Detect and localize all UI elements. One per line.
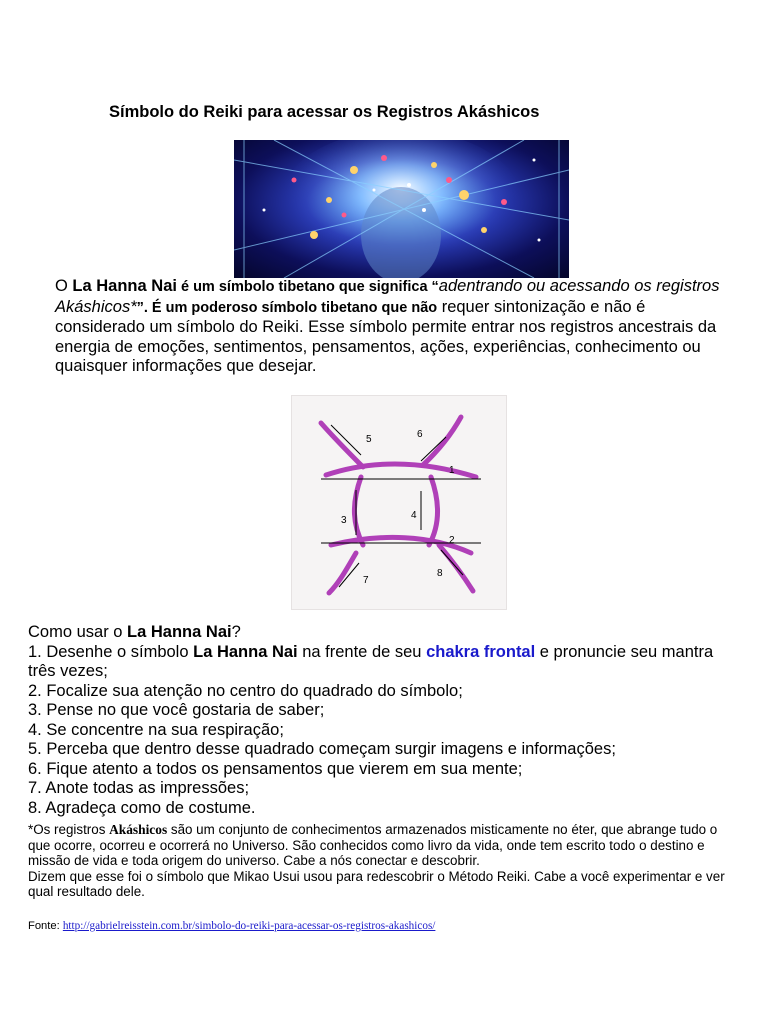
how-to-section [28,623,738,818]
step-6: 6. Fique atento a todos os pensamentos que vierem em sua mente; [28,759,523,778]
symbol-number-6: 6 [417,429,423,440]
symbol-stroke-4 [429,477,438,545]
note-text: são um conjunto de conhecimentos armazenados misticamente no éter, que abrange tudo o que ocorre, ocorreu e ocorrerá no Universo. São conhecidos como livro da vida, onde tem escrito todo o destino e missão de vida e toda origem do universo. Cabe a nós conectar e descobrir. [28,822,718,869]
step-text: na frente de seu [297,642,427,661]
source-link[interactable]: http://gabrielreisstein.com.br/simbolo-do-reiki-para-acessar-os-registros-akashicos/ [62,920,436,932]
source-label: Fonte: [28,920,63,932]
symbol-drawing [291,395,507,610]
step-8: 8. Agradeça como de costume. [28,798,256,817]
step-7: 7. Anote todas as impressões; [28,779,250,797]
brain-cosmos-image [234,140,569,278]
symbol-name: La Hanna Nai [72,277,177,295]
symbol-number-5: 5 [366,434,372,445]
symbol-stroke-5 [321,423,363,467]
note-text: *Os registros [28,822,110,837]
source-line [28,920,435,932]
akashic-note [28,822,728,869]
brain-cosmos-graphic [234,140,569,278]
symbol-stroke-7 [329,553,356,593]
how-to-question [28,623,738,643]
symbol-number-2: 2 [449,535,455,546]
intro-text: requer sintonização e não é considerado um símbolo do Reiki. Esse símbolo permite entrar nos registros ancestrais da energia de emoções, sentimentos, pensamentos, ações, experiências, conhecimento ou quaisquer informações que desejar. [55,297,717,376]
intro-text: O [55,277,73,295]
intro-meaning: adentrando ou acessando os registros Akáshicos* [55,277,720,316]
symbol-number-7: 7 [363,575,369,586]
how-to-question-text: ? [231,623,241,641]
guide-arrow-8 [441,550,463,575]
symbol-number-8: 8 [437,568,443,579]
page-title: Símbolo do Reiki para acessar os Registros Akáshicos [109,103,540,121]
chakra-frontal-link[interactable]: chakra frontal [426,642,536,661]
step-5: 5. Perceba que dentro desse quadrado começam surgir imagens e informações; [28,740,616,758]
step-1 [28,643,738,682]
intro-text: é um símbolo tibetano que significa “ [176,279,439,295]
symbol-number-3: 3 [341,515,347,526]
intro-paragraph [55,277,735,377]
note-keyword: Akáshicos [109,822,168,837]
symbol-number-4: 4 [411,510,417,521]
step-3: 3. Pense no que você gostaria de saber; [28,701,325,719]
step-text: e pronuncie seu mantra três vezes; [28,642,714,680]
step-4: 4. Se concentre na sua respiração; [28,720,284,739]
symbol-name: La Hanna Nai [193,642,298,661]
how-to-question-text: Como usar o [28,623,128,641]
mikao-note: Dizem que esse foi o símbolo que Mikao Usui usou para redescobrir o Método Reiki. Cabe a você experimentar e ver qual resultado dele. [28,868,725,900]
step-2: 2. Focalize sua atenção no centro do quadrado do símbolo; [28,681,463,700]
notes-section [28,822,728,900]
intro-text: ”. É um poderoso símbolo tibetano que não [136,299,438,316]
la-hanna-nai-symbol-diagram [291,395,507,610]
step-text: 1. Desenhe o símbolo [28,642,194,661]
symbol-number-1: 1 [449,465,455,476]
symbol-name: La Hanna Nai [127,623,232,641]
